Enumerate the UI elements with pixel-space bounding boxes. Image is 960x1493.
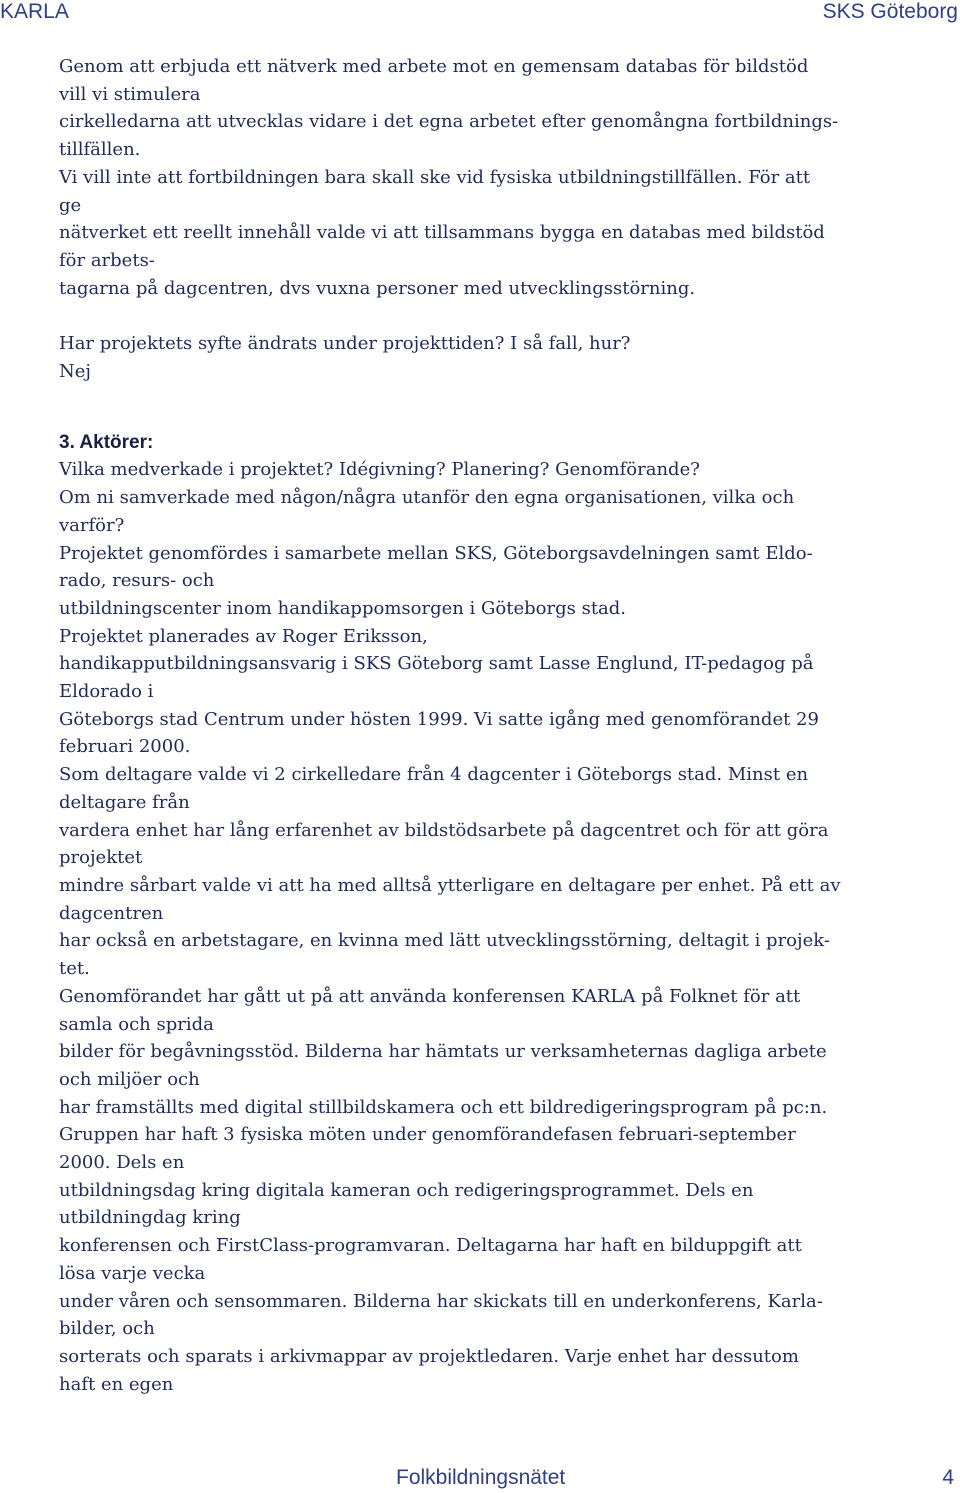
text-line: Om ni samverkade med någon/några utanför den egna organisationen, vilka och [59,487,795,509]
text-line: Göteborgs stad Centrum under hösten 1999. Vi satte igång med genomförandet 29 [59,708,819,730]
text-line: bilder, och [59,1318,155,1340]
text-line: vardera enhet har lång erfarenhet av bildstödsarbete på dagcentret och för att göra [59,819,829,841]
text-line: samla och sprida [59,1013,214,1035]
text-line: Vilka medverkade i projektet? Idégivning? Planering? Genomförande? [59,459,700,481]
text-line: Som deltagare valde vi 2 cirkelledare från 4 dagcenter i Göteborgs stad. Minst en [59,764,809,786]
text-line: nätverket ett reellt innehåll valde vi att tillsammans bygga en databas med bildstöd [59,222,825,244]
text-line: mindre sårbart valde vi att ha med alltså ytterligare en deltagare per enhet. På ett av [59,874,841,896]
text-line: haft en egen [59,1373,174,1395]
header-title-left: KARLA [0,0,69,23]
text-line: deltagare från [59,791,190,813]
text-line: tet. [59,958,90,980]
text-line: februari 2000. [59,736,191,758]
text-line: Genom att erbjuda ett nätverk med arbete mot en gemensam databas för bildstöd [59,56,809,77]
question-block [59,330,919,385]
text-line: ge [59,194,82,216]
text-line: utbildningsdag kring digitala kameran och redigeringsprogrammet. Dels en [59,1179,754,1201]
text-line: för arbets- [59,249,155,271]
text-line: har också en arbetstagare, en kvinna med lätt utvecklingsstörning, deltagit i projek- [59,930,830,952]
text-line: Projektet genomfördes i samarbete mellan SKS, Göteborgsavdelningen samt Eldo- [59,542,813,564]
question-answer: Nej [59,361,91,383]
text-line: 2000. Dels en [59,1152,185,1174]
footer-publisher: Folkbildningsnätet [396,1466,566,1489]
text-line: har framställts med digital stillbildskamera och ett bildredigeringsprogram på pc:n. [59,1096,828,1118]
text-line: handikapputbildningsansvarig i SKS Göteborg samt Lasse Englund, IT-pedagog på [59,653,814,675]
text-line: tillfällen. [59,139,141,161]
text-line: konferensen och FirstClass-programvaran. Deltagarna har haft en bilduppgift att [59,1235,802,1257]
text-line: rado, resurs- och [59,570,215,592]
text-line: lösa varje vecka [59,1262,206,1284]
document-body [59,53,919,1398]
text-line: utbildningscenter inom handikappomsorgen i Göteborgs stad. [59,597,627,619]
text-line: Vi vill inte att fortbildningen bara skall ske vid fysiska utbildningstillfällen. För att [59,166,811,188]
page-number: 4 [942,1466,954,1489]
text-line: vill vi stimulera [59,83,201,105]
text-line: Projektet planerades av Roger Eriksson, [59,625,428,647]
text-line: under våren och sensommaren. Bilderna har skickats till en underkonferens, Karla- [59,1290,823,1312]
text-line: sorterats och sparats i arkivmappar av projektledaren. Varje enhet har dessutom [59,1345,799,1367]
question-text: Har projektets syfte ändrats under projekttiden? I så fall, hur? [59,333,631,355]
header-title-right: SKS Göteborg [822,0,958,23]
text-line: tagarna på dagcentren, dvs vuxna personer med utvecklingsstörning. [59,277,696,299]
text-line: och miljöer och [59,1068,200,1090]
text-line: Gruppen har haft 3 fysiska möten under genomförandefasen februari-september [59,1124,796,1146]
text-line: bilder för begåvningsstöd. Bilderna har hämtats ur verksamheternas dagliga arbete [59,1041,827,1063]
text-line: Eldorado i [59,681,154,703]
section-heading: 3. Aktörer: [59,431,154,453]
text-line: Genomförandet har gått ut på att använda konferensen KARLA på Folknet för att [59,985,801,1007]
intro-paragraph [59,53,919,302]
text-line: varför? [59,514,125,536]
text-line: cirkelledarna att utvecklas vidare i det egna arbetet efter genomångna fortbildnings- [59,111,839,133]
section-actors [59,429,919,1399]
text-line: projektet [59,847,143,869]
text-line: utbildningdag kring [59,1207,241,1229]
page-footer [0,1462,960,1493]
text-line: dagcentren [59,902,164,924]
page-header [0,0,960,26]
